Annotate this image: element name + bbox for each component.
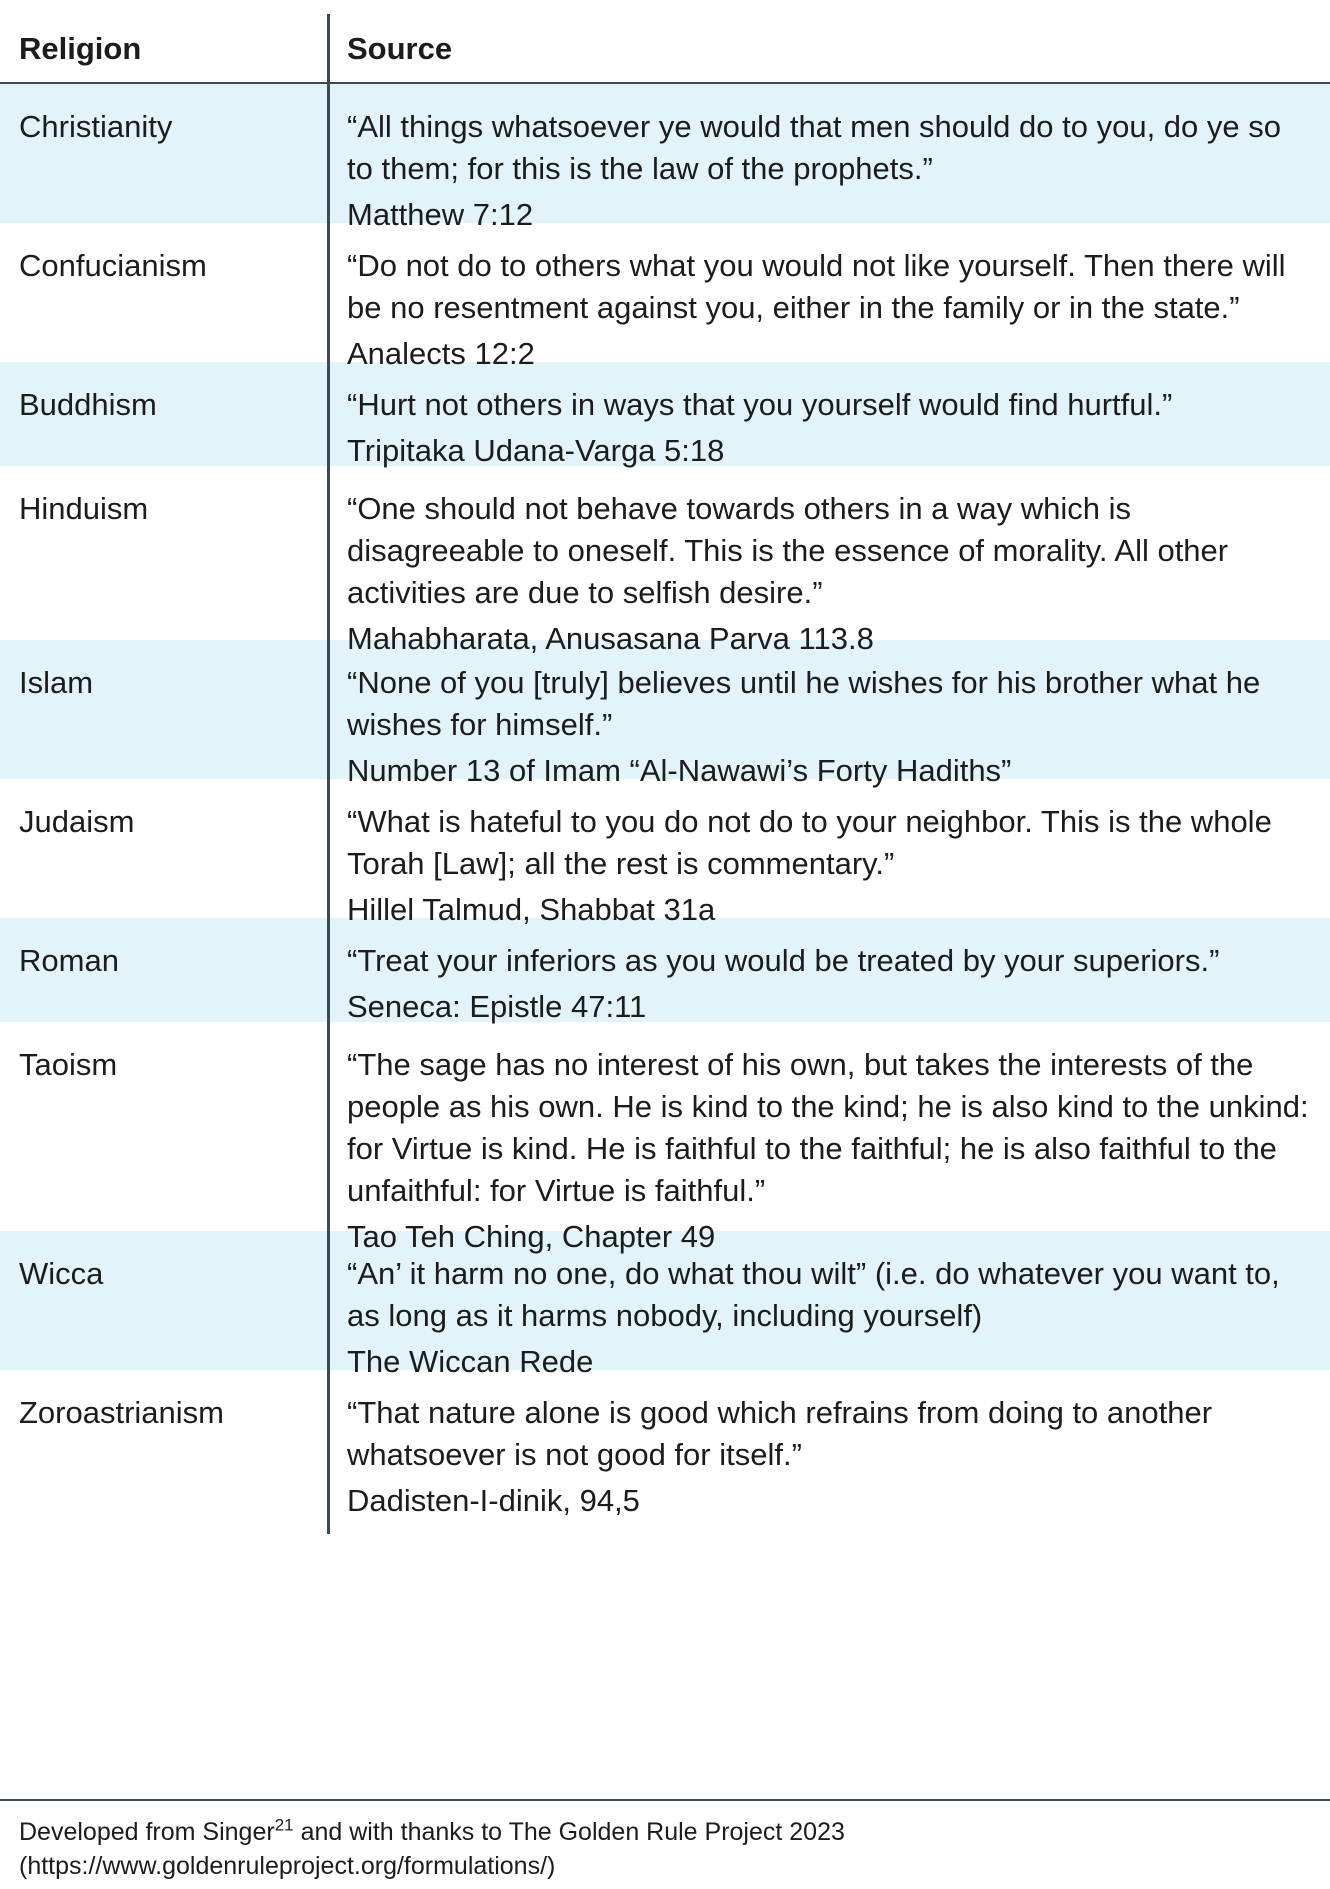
citation-text: Dadisten-I-dinik, 94,5 bbox=[347, 1483, 640, 1518]
religion-name: Christianity bbox=[19, 109, 173, 144]
table-row bbox=[0, 1370, 1330, 1534]
quote-text: “Hurt not others in ways that you yourself would find hurtful.” bbox=[347, 387, 1173, 422]
table-row bbox=[0, 779, 1330, 927]
table-row bbox=[0, 362, 1330, 466]
table-row bbox=[0, 1022, 1330, 1254]
footnote-source-text: and with thanks to The Golden Rule Project 2023 (https://www.goldenruleproject.org/formulations/) bbox=[19, 1818, 845, 1880]
citation-text: The Wiccan Rede bbox=[347, 1344, 594, 1379]
table-row bbox=[0, 640, 1330, 788]
citation-text: Mahabharata, Anusasana Parva 113.8 bbox=[347, 621, 874, 656]
religion-name: Confucianism bbox=[19, 248, 207, 283]
religion-name: Zoroastrianism bbox=[19, 1395, 224, 1430]
quote-text: “An’ it harm no one, do what thou wilt” (i.e. do whatever you want to, as long as it harms nobody, including yourself) bbox=[347, 1256, 1280, 1333]
quote-text: “That nature alone is good which refrains from doing to another whatsoever is not good for itself.” bbox=[347, 1395, 1213, 1472]
quote-text: “The sage has no interest of his own, but takes the interests of the people as his own. He is kind to the kind; he is also kind to the unkind: for Virtue is kind. He is faithful to the faithful; he is also faithful to the unfaithful: for Virtue is faithful.” bbox=[347, 1047, 1309, 1208]
table-row bbox=[0, 1231, 1330, 1379]
citation-text: Number 13 of Imam “Al-Nawawi’s Forty Hadiths” bbox=[347, 753, 1012, 788]
header-religion: Religion bbox=[0, 14, 330, 82]
table-row bbox=[0, 223, 1330, 371]
citation-text: Seneca: Epistle 47:11 bbox=[347, 989, 647, 1024]
religion-name: Islam bbox=[19, 665, 94, 700]
religion-name: Buddhism bbox=[19, 387, 157, 422]
quote-text: “Do not do to others what you would not like yourself. Then there will be no resentment against you, either in the family or in the state.” bbox=[347, 248, 1286, 325]
table-row bbox=[0, 466, 1330, 656]
table-footnote bbox=[0, 1799, 1330, 1883]
header-source: Source bbox=[347, 31, 453, 66]
table-row bbox=[0, 918, 1330, 1022]
citation-text: Tao Teh Ching, Chapter 49 bbox=[347, 1219, 716, 1254]
golden-rule-table bbox=[0, 14, 1330, 1534]
citation-text: Hillel Talmud, Shabbat 31a bbox=[347, 892, 716, 927]
footnote-text: Developed from Singer bbox=[19, 1818, 275, 1846]
religion-name: Hinduism bbox=[19, 491, 149, 526]
citation-text: Analects 12:2 bbox=[347, 336, 535, 371]
table-row bbox=[0, 84, 1330, 232]
citation-text: Tripitaka Udana-Varga 5:18 bbox=[347, 433, 725, 468]
quote-text: “None of you [truly] believes until he wishes for his brother what he wishes for himself.” bbox=[347, 665, 1261, 742]
religion-name: Wicca bbox=[19, 1256, 104, 1291]
table-header-row bbox=[0, 14, 1330, 84]
religion-name: Taoism bbox=[19, 1047, 118, 1082]
quote-text: “Treat your inferiors as you would be treated by your superiors.” bbox=[347, 943, 1220, 978]
religion-name: Judaism bbox=[19, 804, 135, 839]
quote-text: “What is hateful to you do not do to your neighbor. This is the whole Torah [Law]; all the rest is commentary.” bbox=[347, 804, 1272, 881]
citation-text: Matthew 7:12 bbox=[347, 197, 534, 232]
religion-name: Roman bbox=[19, 943, 119, 978]
footnote-reference: 21 bbox=[274, 1815, 294, 1835]
quote-text: “All things whatsoever ye would that men should do to you, do ye so to them; for this is the law of the prophets.” bbox=[347, 109, 1281, 186]
quote-text: “One should not behave towards others in a way which is disagreeable to oneself. This is the essence of morality. All other activities are due to selfish desire.” bbox=[347, 491, 1229, 610]
